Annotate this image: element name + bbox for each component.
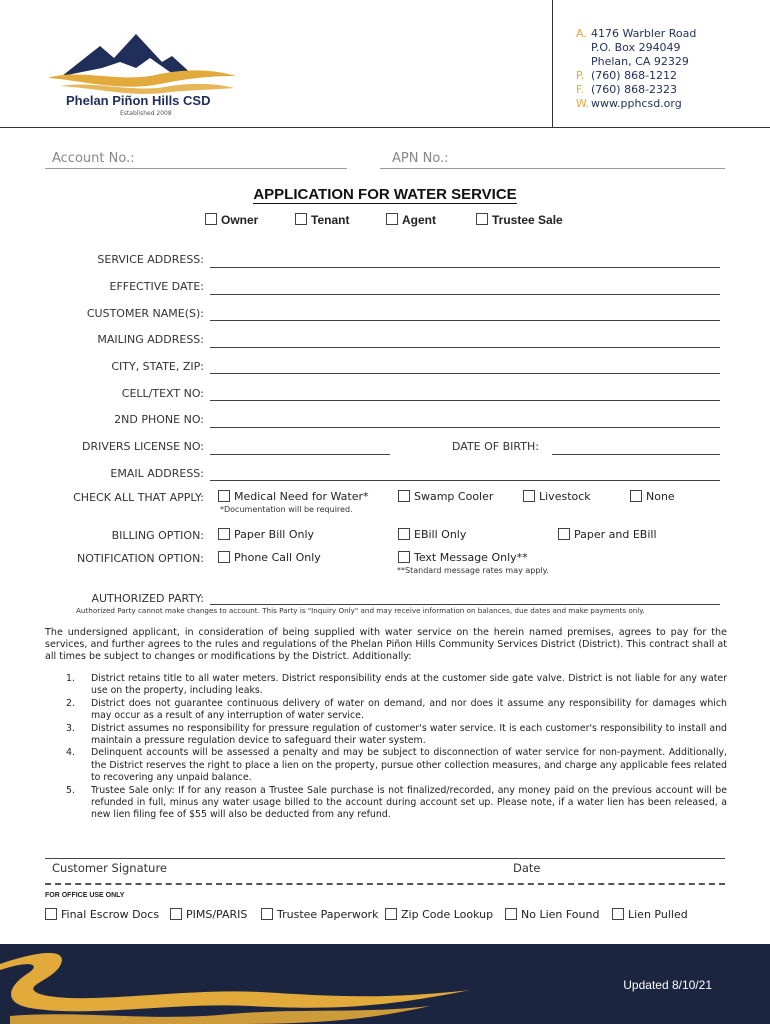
paper-and-ebill-label: Paper and EBill (574, 528, 657, 541)
terms-list (66, 673, 727, 822)
customer-names-label: CUSTOMER NAME(S): (86, 307, 204, 320)
drivers-license-label: DRIVERS LICENSE NO: (81, 440, 204, 453)
contact-phone: P. (760) 868-1212 (576, 69, 678, 82)
no-lien-found-label: No Lien Found (521, 908, 600, 921)
tenant-checkbox[interactable] (295, 213, 307, 225)
customer-names-field[interactable] (210, 320, 720, 321)
page-title: APPLICATION FOR WATER SERVICE (253, 186, 517, 203)
cell-text-field[interactable] (210, 400, 720, 401)
pims-paris-label: PIMS/PARIS (186, 908, 248, 921)
signature-label: Customer Signature (52, 861, 167, 875)
contact-website: W. www.pphcsd.org (576, 97, 682, 110)
mountain-logo-icon (40, 28, 240, 98)
office-use-heading: FOR OFFICE USE ONLY (45, 892, 125, 899)
livestock-checkbox[interactable] (523, 490, 535, 502)
text-message-checkbox[interactable] (398, 551, 410, 563)
paper-and-ebill-checkbox[interactable] (558, 528, 570, 540)
email-label: EMAIL ADDRESS: (110, 467, 204, 480)
notification-option-label: NOTIFICATION OPTION: (77, 552, 204, 565)
authorized-party-field[interactable] (210, 604, 720, 605)
city-state-zip-label: CITY, STATE, ZIP: (111, 360, 204, 373)
paper-bill-label: Paper Bill Only (234, 528, 315, 541)
updated-date: Updated 8/10/21 (623, 978, 712, 992)
service-address-label: SERVICE ADDRESS: (97, 253, 204, 266)
swamp-cooler-checkbox[interactable] (398, 490, 410, 502)
term-item: 2. District does not guarantee continuous delivery of water on demand, and nor does it assume any responsibility for damages which may occur as a result of any interruption of water service. (66, 697, 727, 722)
date-label: Date (513, 861, 541, 875)
none-checkbox[interactable] (630, 490, 642, 502)
ebill-checkbox[interactable] (398, 528, 410, 540)
phone-call-checkbox[interactable] (218, 551, 230, 563)
check-all-label: CHECK ALL THAT APPLY: (73, 491, 204, 504)
email-field[interactable] (210, 480, 720, 481)
second-phone-label: 2ND PHONE NO: (114, 413, 204, 426)
contact-address-line2: P.O. Box 294049 (591, 41, 681, 54)
trustee-sale-label: Trustee Sale (492, 213, 563, 227)
medical-note: *Documentation will be required. (220, 505, 353, 514)
term-item: 5. Trustee Sale only: If for any reason a Trustee Sale purchase is not finalized/recorded, any money paid on the previous account will be refunded in full, minus any water usage billed to the account during account set up. Please note, if a water lien has been released, a new lien filing fee of $55 will also be deducted from any refund. (66, 784, 727, 821)
trustee-paperwork-checkbox[interactable] (261, 908, 273, 920)
mailing-address-field[interactable] (210, 347, 720, 348)
trustee-sale-checkbox[interactable] (476, 213, 488, 225)
medical-need-checkbox[interactable] (218, 490, 230, 502)
owner-checkbox[interactable] (205, 213, 217, 225)
second-phone-field[interactable] (210, 427, 720, 428)
phone-call-label: Phone Call Only (234, 551, 321, 564)
mailing-address-label: MAILING ADDRESS: (97, 333, 204, 346)
apn-no-label: APN No.: (392, 151, 449, 166)
term-item: 1. District retains title to all water meters. District responsibility ends at the customer side gate valve. District is not liable for any water use on the property, including leaks. (66, 673, 727, 697)
footer-banner (0, 944, 770, 1024)
zip-code-lookup-checkbox[interactable] (385, 908, 397, 920)
owner-label: Owner (221, 213, 259, 227)
no-lien-found-checkbox[interactable] (505, 908, 517, 920)
text-message-label: Text Message Only** (414, 551, 528, 564)
logo-established: Established 2008 (120, 110, 172, 117)
effective-date-field[interactable] (210, 294, 720, 295)
account-no-label: Account No.: (52, 151, 135, 166)
livestock-label: Livestock (539, 490, 591, 503)
service-address-field[interactable] (210, 267, 720, 268)
apn-no-field[interactable] (380, 168, 725, 169)
cell-text-label: CELL/TEXT NO: (121, 387, 204, 400)
signature-field[interactable] (45, 858, 725, 859)
date-of-birth-field[interactable] (552, 454, 720, 455)
paper-bill-checkbox[interactable] (218, 528, 230, 540)
term-item: 4. Delinquent accounts will be assessed a penalty and may be subject to disconnection of water service for non-payment. Additionally, the District reserves the right to place a lien on the property, pursue other collection measures, and charge any applicable fees related to recovering any unpaid balance. (66, 747, 727, 784)
lien-pulled-checkbox[interactable] (612, 908, 624, 920)
header-divider-vertical (552, 0, 553, 128)
agreement-paragraph: The undersigned applicant, in consideration of being supplied with water service on the herein named premises, agrees to pay for the services, and further agrees to the rules and regulations of the Phelan Piñon Hills Community Services District (District). This contract shall at all times be subject to changes or modifications by the District. Additionally: (45, 627, 727, 662)
header-divider-horizontal (0, 127, 770, 128)
text-rates-note: **Standard message rates may apply. (397, 566, 549, 575)
final-escrow-label: Final Escrow Docs (61, 908, 160, 921)
trustee-paperwork-label: Trustee Paperwork (277, 908, 379, 921)
billing-option-label: BILLING OPTION: (111, 529, 204, 542)
contact-address-line3: Phelan, CA 92329 (591, 55, 689, 68)
none-label: None (646, 490, 675, 503)
medical-need-label: Medical Need for Water* (234, 490, 369, 503)
zip-code-lookup-label: Zip Code Lookup (401, 908, 494, 921)
office-divider (45, 883, 725, 885)
final-escrow-checkbox[interactable] (45, 908, 57, 920)
agent-checkbox[interactable] (386, 213, 398, 225)
ebill-label: EBill Only (414, 528, 467, 541)
authorized-party-note: Authorized Party cannot make changes to account. This Party is "Inquiry Only" and may receive information on balances, due dates and make payments only. (76, 606, 645, 615)
city-state-zip-field[interactable] (210, 373, 720, 374)
contact-address-line1: A. 4176 Warbler Road (576, 27, 697, 40)
date-of-birth-label: DATE OF BIRTH: (452, 440, 539, 453)
lien-pulled-label: Lien Pulled (628, 908, 688, 921)
contact-fax: F. (760) 868-2323 (576, 83, 678, 96)
term-item: 3. District assumes no responsibility for pressure regulation of customer's water service. It is each customer's responsibility to install and maintain a pressure regulation device to safeguard their water system. (66, 722, 727, 747)
authorized-party-label: AUTHORIZED PARTY: (91, 592, 204, 605)
swamp-cooler-label: Swamp Cooler (414, 490, 494, 503)
effective-date-label: EFFECTIVE DATE: (109, 280, 204, 293)
tenant-label: Tenant (311, 213, 350, 227)
drivers-license-field[interactable] (210, 454, 390, 455)
agent-label: Agent (402, 213, 436, 227)
logo-wordmark: Phelan Piñon Hills CSD (66, 93, 211, 108)
pims-paris-checkbox[interactable] (170, 908, 182, 920)
account-no-field[interactable] (45, 168, 347, 169)
